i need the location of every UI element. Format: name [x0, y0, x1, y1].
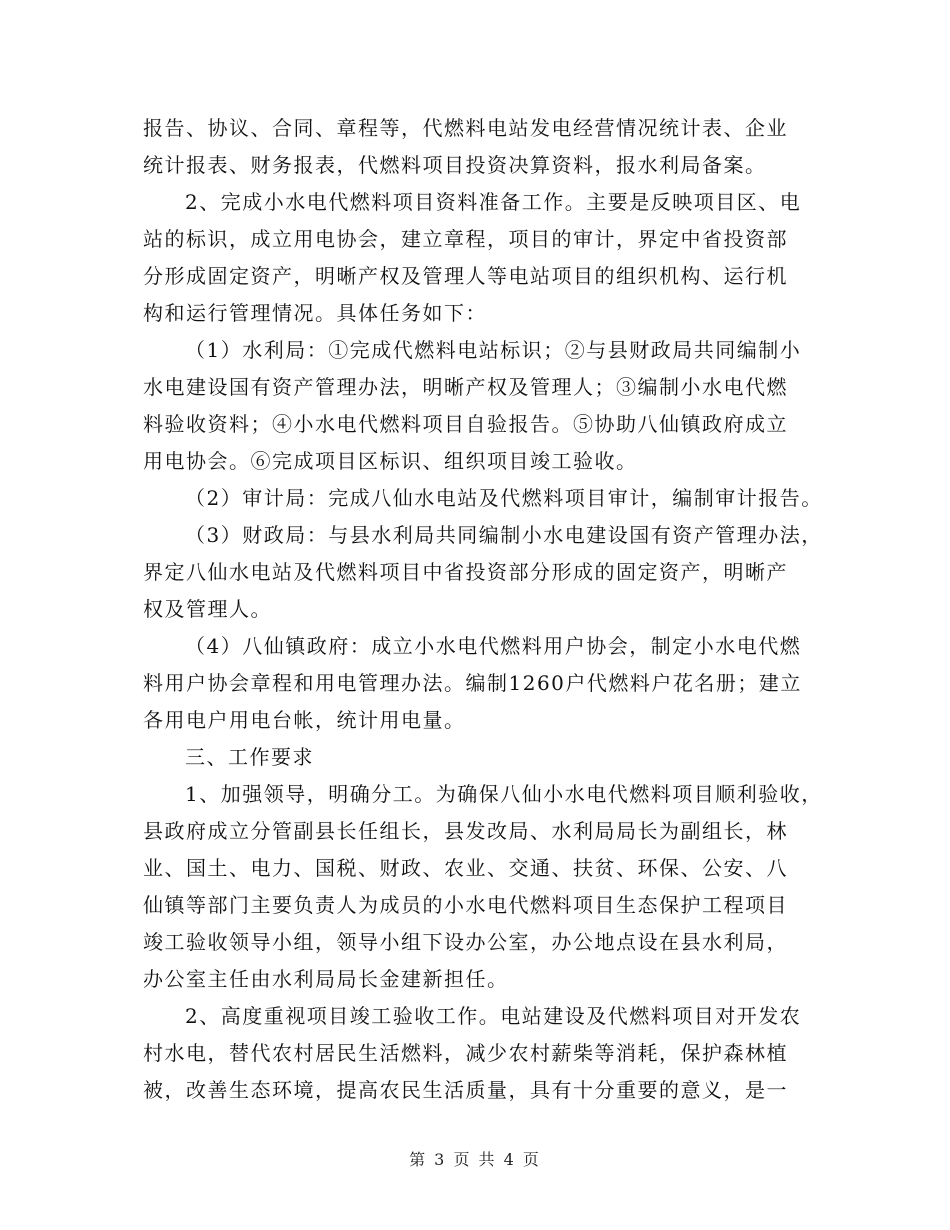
text-line: 水电建设国有资产管理办法，明晰产权及管理人；③编制小水电代燃 — [143, 375, 788, 399]
text-line: 各用电户用电台帐，统计用电量。 — [143, 708, 466, 732]
text-line: 1、加强领导，明确分工。为确保八仙小水电代燃料项目顺利验收， — [185, 782, 823, 806]
text-line: 料用户协会章程和用电管理办法。编制1260户代燃料户花名册；建立 — [143, 671, 802, 695]
text-line: 县政府成立分管副县长任组长，县发改局、水利局局长为副组长，林 — [143, 819, 788, 843]
text-line: （1）水利局：①完成代燃料电站标识；②与县财政局共同编制小 — [185, 338, 802, 362]
text-line: （3）财政局：与县水利局共同编制小水电建设国有资产管理办法， — [185, 523, 823, 547]
text-line: 料验收资料；④小水电代燃料项目自验报告。⑤协助八仙镇政府成立 — [143, 412, 788, 436]
section-heading: 三、工作要求 — [185, 745, 314, 769]
text-line: 统计报表、财务报表，代燃料项目投资决算资料，报水利局备案。 — [143, 153, 767, 177]
text-line: （4）八仙镇政府：成立小水电代燃料用户协会，制定小水电代燃 — [185, 634, 802, 658]
text-line: 分形成固定资产，明晰产权及管理人等电站项目的组织机构、运行机 — [143, 264, 788, 288]
text-line: 竣工验收领导小组，领导小组下设办公室，办公地点设在县水利局， — [143, 930, 788, 954]
text-line: 2、完成小水电代燃料项目资料准备工作。主要是反映项目区、电 — [185, 190, 802, 214]
text-line: （2）审计局：完成八仙水电站及代燃料项目审计，编制审计报告。 — [185, 486, 823, 510]
text-line: 用电协会。⑥完成项目区标识、组织项目竣工验收。 — [143, 449, 638, 473]
text-line: 界定八仙水电站及代燃料项目中省投资部分形成的固定资产，明晰产 — [143, 560, 788, 584]
text-line: 站的标识，成立用电协会，建立章程，项目的审计，界定中省投资部 — [143, 227, 788, 251]
text-line: 办公室主任由水利局局长金建新担任。 — [143, 967, 509, 991]
text-line: 报告、协议、合同、章程等，代燃料电站发电经营情况统计表、企业 — [143, 116, 788, 140]
text-line: 权及管理人。 — [143, 597, 272, 621]
text-line: 仙镇等部门主要负责人为成员的小水电代燃料项目生态保护工程项目 — [143, 893, 788, 917]
text-line: 村水电，替代农村居民生活燃料，减少农村薪柴等消耗，保护森林植 — [143, 1041, 788, 1065]
text-line: 2、高度重视项目竣工验收工作。电站建设及代燃料项目对开发农 — [185, 1004, 802, 1028]
text-line: 被，改善生态环境，提高农民生活质量，具有十分重要的意义，是一 — [143, 1078, 788, 1102]
page-number: 第 3 页 共 4 页 — [409, 1150, 541, 1169]
text-line: 业、国土、电力、国税、财政、农业、交通、扶贫、环保、公安、八 — [143, 856, 788, 880]
text-line: 构和运行管理情况。具体任务如下： — [143, 301, 487, 325]
